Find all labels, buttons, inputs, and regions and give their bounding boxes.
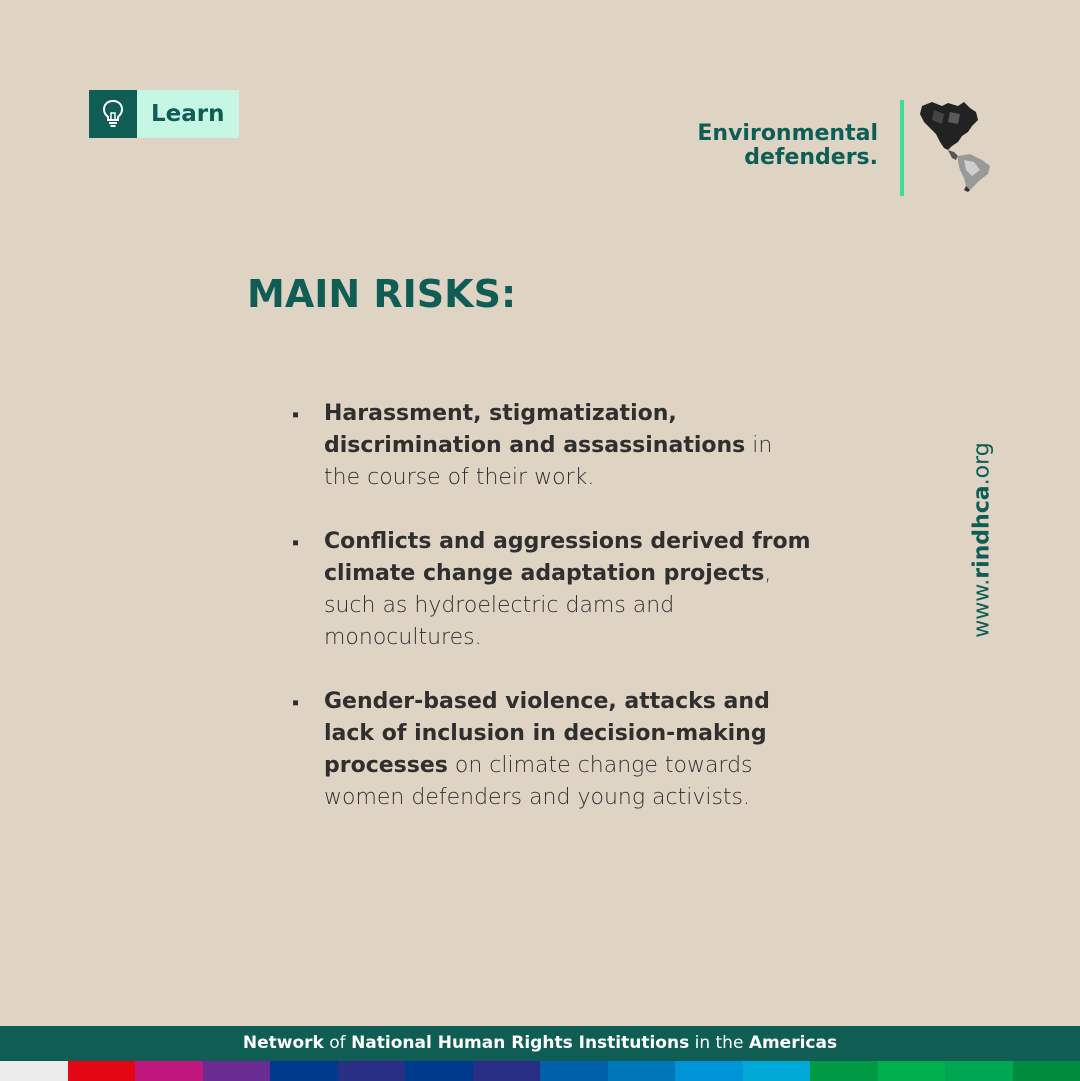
- risk-item: [292, 398, 814, 494]
- risk-item: [292, 686, 814, 814]
- bullet-icon: ▪: [292, 690, 300, 714]
- color-stripe: [270, 1061, 338, 1081]
- footer-network-name: [0, 1026, 1080, 1061]
- color-stripe: [405, 1061, 473, 1081]
- color-stripe: [675, 1061, 743, 1081]
- color-stripe: [608, 1061, 676, 1081]
- color-stripe: [878, 1061, 946, 1081]
- risk-rest: on climate change towards women defenders and young activists.: [324, 753, 753, 810]
- bullet-icon: ▪: [292, 402, 300, 426]
- footer-word: Americas: [748, 1033, 838, 1053]
- americas-map-icon: [914, 100, 994, 192]
- risk-bold: Harassment, stigmatization, discrimination and assassinations: [324, 401, 746, 458]
- url-suffix: .org: [969, 442, 995, 486]
- footer-word: in the: [689, 1033, 749, 1053]
- risk-bold: Conflicts and aggressions derived from climate change adaptation projects: [324, 529, 811, 586]
- color-stripe-bar: [0, 1061, 1080, 1081]
- color-stripe: [540, 1061, 608, 1081]
- color-stripe: [945, 1061, 1013, 1081]
- main-risks-heading: MAIN RISKS:: [247, 272, 517, 316]
- risk-list: [292, 398, 814, 846]
- footer-word: National Human Rights Institutions: [351, 1033, 690, 1053]
- color-stripe: [68, 1061, 136, 1081]
- lightbulb-icon: [89, 90, 137, 138]
- risk-item: [292, 526, 814, 654]
- color-stripe: [135, 1061, 203, 1081]
- color-stripe: [810, 1061, 878, 1081]
- learn-badge: [89, 90, 239, 138]
- topic-line-1: Environmental: [697, 121, 878, 146]
- topic-divider: [900, 100, 904, 196]
- risk-rest: , such as hydroelectric dams and monocultures.: [324, 561, 772, 650]
- risk-bold: Gender-based violence, attacks and lack of inclusion in decision-making processes: [324, 689, 770, 778]
- color-stripe: [0, 1061, 68, 1081]
- topic-line-2: defenders.: [744, 145, 878, 170]
- bullet-icon: ▪: [292, 530, 300, 554]
- color-stripe: [203, 1061, 271, 1081]
- footer-word: Network: [242, 1033, 324, 1053]
- color-stripe: [743, 1061, 811, 1081]
- color-stripe: [1013, 1061, 1080, 1081]
- footer-word: of: [323, 1033, 352, 1053]
- risk-rest: in the course of their work.: [324, 433, 773, 490]
- website-url[interactable]: [970, 442, 995, 637]
- url-name: rindhca: [969, 485, 995, 579]
- color-stripe: [473, 1061, 541, 1081]
- topic-title: [697, 122, 878, 170]
- url-prefix: www.: [969, 578, 995, 638]
- color-stripe: [338, 1061, 406, 1081]
- learn-label: Learn: [137, 90, 239, 138]
